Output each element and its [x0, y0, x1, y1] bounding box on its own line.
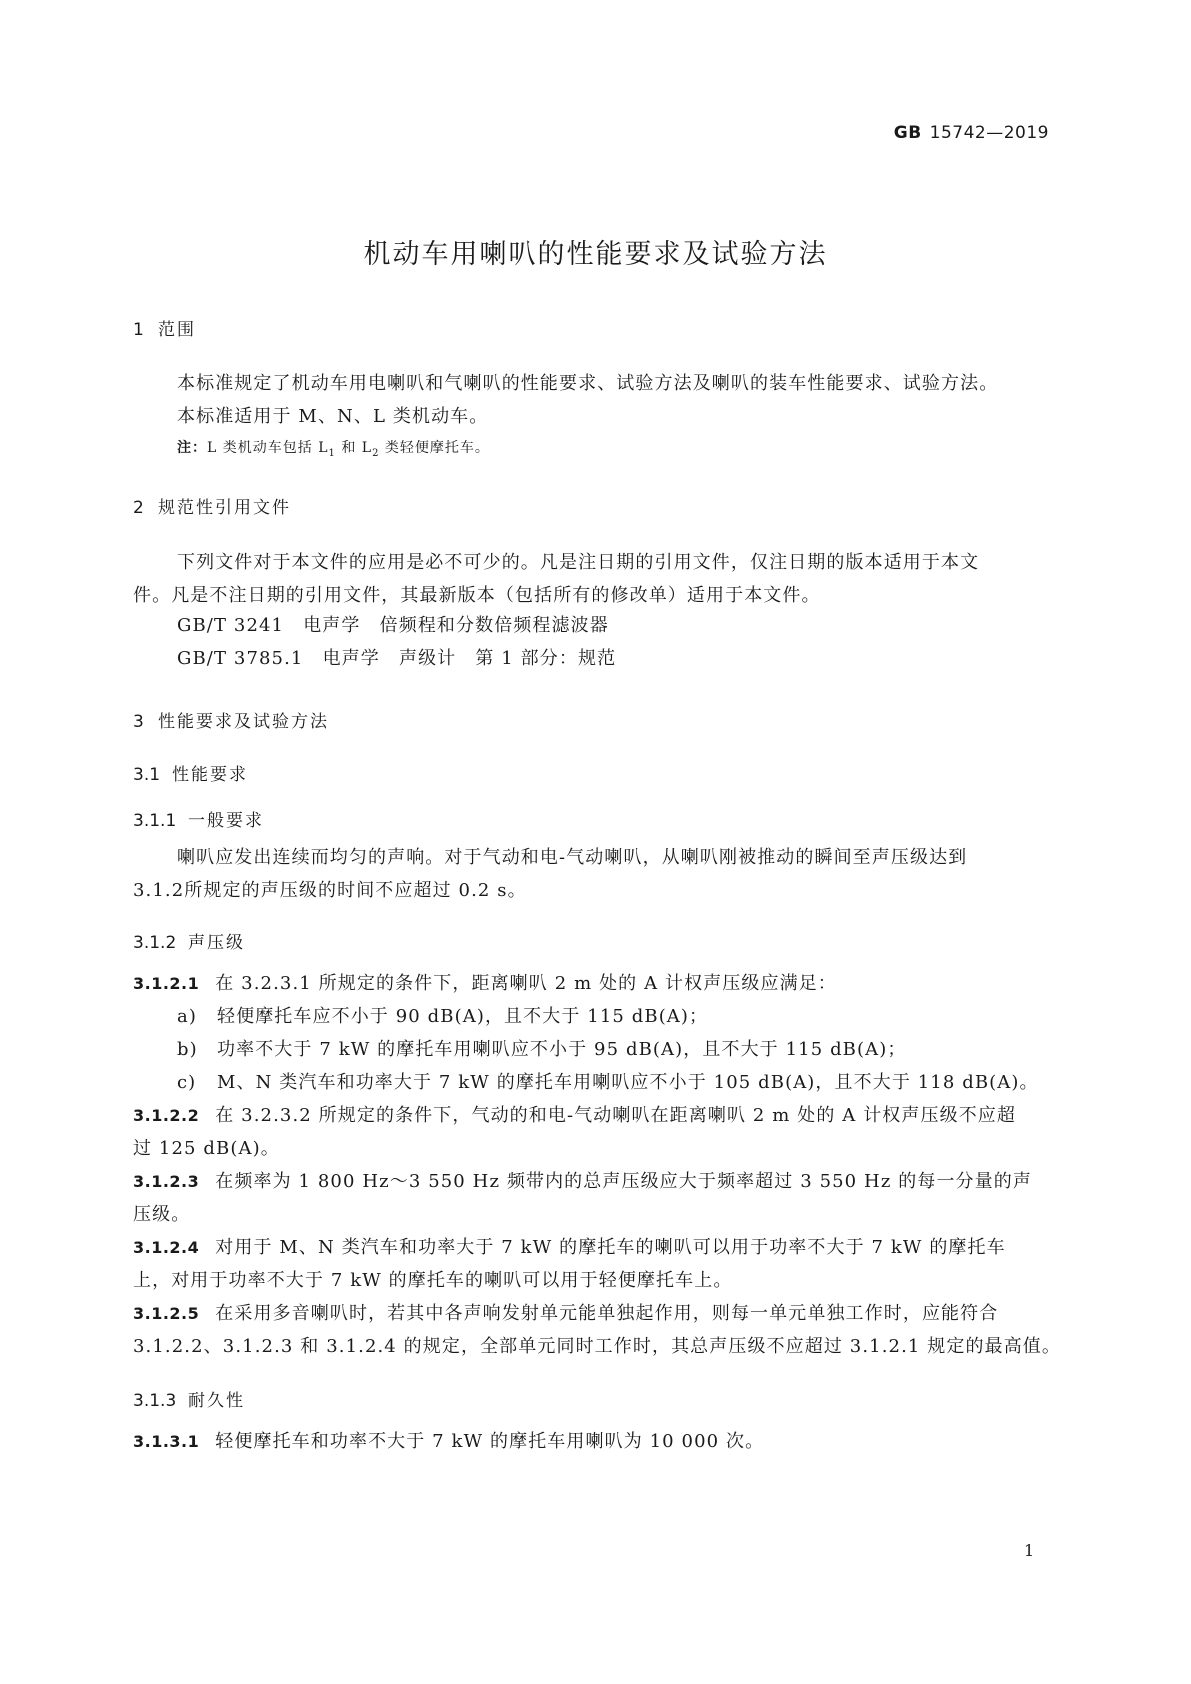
list-item-text: 轻便摩托车应不小于 90 dB(A)，且不大于 115 dB(A)； — [217, 1006, 709, 1027]
clause — [133, 1231, 1058, 1264]
list-item-text: 功率不大于 7 kW 的摩托车用喇叭应不小于 95 dB(A)，且不大于 115 dB(A)； — [217, 1039, 907, 1060]
clause — [133, 1297, 1058, 1330]
clause-text: 在 3.2.3.2 所规定的条件下，气动的和电-气动喇叭在距离喇叭 2 m 处的 A 计权声压级不应超 — [215, 1105, 1016, 1126]
section-title: 一般要求 — [188, 811, 264, 831]
subsection-3-1-heading — [133, 760, 248, 785]
note-subscript: 2 — [372, 447, 380, 459]
section-title: 耐久性 — [188, 1391, 245, 1411]
clause — [133, 1165, 1058, 1198]
section-number: 1 — [133, 320, 144, 340]
clause-text: 在频率为 1 800 Hz～3 550 Hz 频带内的总声压级应大于频率超过 3 550 Hz 的每一分量的声 — [215, 1171, 1032, 1192]
page-number: 1 — [1024, 1541, 1035, 1560]
section-1-heading — [133, 315, 196, 340]
standard-prefix: GB — [893, 123, 922, 143]
section-number: 3 — [133, 712, 144, 732]
section-title: 规范性引用文件 — [158, 498, 291, 518]
clause-continuation: 上，对用于功率不大于 7 kW 的摩托车的喇叭可以用于轻便摩托车上。 — [133, 1270, 733, 1291]
reference-item: GB/T 3785.1 电声学 声级计 第 1 部分：规范 — [177, 648, 617, 669]
section-number: 2 — [133, 498, 144, 518]
clause-text: 在 3.2.3.1 所规定的条件下，距离喇叭 2 m 处的 A 计权声压级应满足： — [215, 973, 837, 994]
paragraph-line: 下列文件对于本文件的应用是必不可少的。凡是注日期的引用文件，仅注日期的版本适用于本文 — [177, 552, 980, 573]
note-text: 和 L — [335, 440, 373, 456]
standard-number: 15742—2019 — [929, 123, 1049, 143]
section-number: 3.1.2 — [133, 933, 177, 953]
paragraph-line: 喇叭应发出连续而均匀的声响。对于气动和电-气动喇叭，从喇叭刚被推动的瞬间至声压级达到 — [177, 847, 968, 868]
note-text: L 类机动车包括 L — [207, 440, 329, 456]
list-marker: b) — [177, 1039, 198, 1060]
clause-number: 3.1.2.2 — [133, 1106, 200, 1125]
list-item — [177, 1000, 708, 1033]
note-subscript: 1 — [328, 447, 336, 459]
note-text: 类轻便摩托车。 — [379, 440, 490, 456]
clause — [133, 1425, 1058, 1458]
clause — [133, 1099, 1058, 1132]
paragraph-line: 件。凡是不注日期的引用文件，其最新版本（包括所有的修改单）适用于本文件。 — [133, 585, 821, 606]
section-number: 3.1.1 — [133, 811, 177, 831]
clause-continuation: 压级。 — [133, 1204, 191, 1225]
section-number: 3.1.3 — [133, 1391, 177, 1411]
clause-number: 3.1.2.5 — [133, 1304, 200, 1323]
paragraph: 本标准适用于 M、N、L 类机动车。 — [177, 406, 489, 427]
paragraph: 本标准规定了机动车用电喇叭和气喇叭的性能要求、试验方法及喇叭的装车性能要求、试验方法。 — [177, 373, 999, 394]
clause-number: 3.1.2.4 — [133, 1238, 200, 1257]
section-number: 3.1 — [133, 765, 161, 785]
paragraph-line: 3.1.2所规定的声压级的时间不应超过 0.2 s。 — [133, 880, 527, 901]
clause-text: 对用于 M、N 类汽车和功率大于 7 kW 的摩托车的喇叭可以用于功率不大于 7 kW 的摩托车 — [215, 1237, 1006, 1258]
list-marker: a) — [177, 1006, 197, 1027]
clause-number: 3.1.2.3 — [133, 1172, 200, 1191]
list-item-text: M、N 类汽车和功率大于 7 kW 的摩托车用喇叭应不小于 105 dB(A)，且不大于 118 dB(A)。 — [217, 1072, 1039, 1093]
reference-item: GB/T 3241 电声学 倍频程和分数倍频程滤波器 — [177, 615, 609, 636]
subsection-3-1-1-heading — [133, 806, 264, 831]
section-title: 性能要求及试验方法 — [158, 712, 329, 732]
clause-number: 3.1.2.1 — [133, 974, 200, 993]
clause-text: 轻便摩托车和功率不大于 7 kW 的摩托车用喇叭为 10 000 次。 — [215, 1431, 765, 1452]
section-title: 范围 — [158, 320, 196, 340]
list-item — [177, 1066, 1039, 1099]
clause-continuation: 过 125 dB(A)。 — [133, 1138, 280, 1159]
clause-text: 在采用多音喇叭时，若其中各声响发射单元能单独起作用，则每一单元单独工作时，应能符合 — [215, 1303, 999, 1324]
standard-code — [894, 123, 1049, 143]
note-label: 注： — [177, 440, 207, 456]
subsection-3-1-3-heading — [133, 1386, 245, 1411]
clause-continuation: 3.1.2.2、3.1.2.3 和 3.1.2.4 的规定，全部单元同时工作时，其总声压级不应超过 3.1.2.1 规定的最高值。 — [133, 1336, 1061, 1357]
section-3-heading — [133, 707, 329, 732]
section-2-heading — [133, 493, 291, 518]
section-title: 性能要求 — [172, 765, 248, 785]
list-item — [177, 1033, 906, 1066]
subsection-3-1-2-heading — [133, 928, 245, 953]
note — [177, 437, 490, 459]
list-marker: c) — [177, 1072, 197, 1093]
section-title: 声压级 — [188, 933, 245, 953]
clause — [133, 967, 1058, 1000]
clause-number: 3.1.3.1 — [133, 1432, 200, 1451]
document-title: 机动车用喇叭的性能要求及试验方法 — [363, 239, 828, 270]
